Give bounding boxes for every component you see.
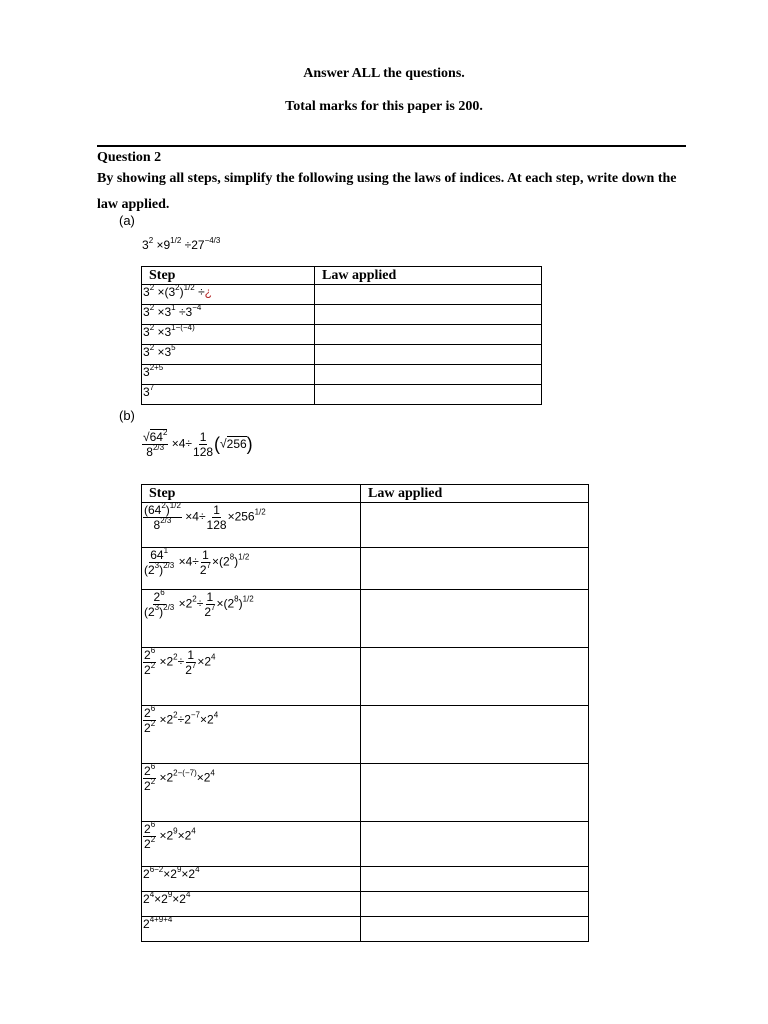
law-cell[interactable]: [315, 365, 542, 385]
step-cell: $2^{4+9+4}$: [142, 917, 361, 942]
law-cell[interactable]: [361, 867, 589, 892]
law-cell[interactable]: [315, 305, 542, 325]
step-cell: $3^2 \times 3^{1-(-4)}$: [142, 325, 315, 345]
step-cell: $3^{2+5}$: [142, 365, 315, 385]
question-title: Question 2: [97, 150, 162, 165]
law-cell[interactable]: [361, 548, 589, 590]
law-cell[interactable]: [361, 706, 589, 764]
step-cell: $3^2 \times(3^2)^{1/2}$ ÷¿: [142, 285, 315, 305]
law-header: Law applied: [315, 267, 542, 285]
law-cell[interactable]: [361, 822, 589, 867]
step-cell: $\frac{2^6}{(2^3)^{2/3}}$ $\times 2^2\div$ $\frac{1}{2^7}$ $\times(2^8)^{1/2}$: [142, 590, 361, 648]
total-marks-line: Total marks for this paper is 200.: [285, 99, 483, 114]
law-cell[interactable]: [315, 385, 542, 405]
step-header: Step: [142, 267, 315, 285]
divider: [97, 145, 686, 147]
law-header: Law applied: [361, 485, 589, 503]
law-cell[interactable]: [361, 764, 589, 822]
step-cell: $3^2 \times 3^5$: [142, 345, 315, 365]
part-b-expression: $\frac{√64^2}{8^{2/3}}$ ×4÷ $\frac{1}{128}$ (√256): [143, 428, 253, 459]
question-instruction: By showing all steps, simplify the following using the laws of indices. At each step, write down the law applied.: [97, 171, 677, 212]
law-cell[interactable]: [315, 325, 542, 345]
law-cell[interactable]: [361, 648, 589, 706]
part-b-label: (b): [119, 408, 135, 423]
law-cell[interactable]: [315, 285, 542, 305]
instructions-line: Answer ALL the questions.: [303, 66, 465, 81]
part-a-expression: $3^2 \times 9^{1/2} \div 27^{-4/3}$: [142, 236, 221, 252]
step-cell: $\frac{(64^2)^{1/2}}{8^{2/3}}$ ×4÷ $\frac{1}{128}$ $\times 256^{1/2}$: [142, 503, 361, 548]
step-cell: $2^{6-2}\times 2^9\times 2^4$: [142, 867, 361, 892]
step-cell: $\frac{2^6}{2^2}$ $\times 2^9\times 2^4$: [142, 822, 361, 867]
step-cell: $\frac{2^6}{2^2}$ $\times 2^{2-(-7)}\times 2^4$: [142, 764, 361, 822]
law-cell[interactable]: [361, 917, 589, 942]
step-header: Step: [142, 485, 361, 503]
part-a-table: [141, 266, 542, 405]
law-cell[interactable]: [361, 590, 589, 648]
part-a-label: (a): [119, 213, 135, 228]
law-cell[interactable]: [361, 892, 589, 917]
law-cell[interactable]: [361, 503, 589, 548]
step-cell: $\frac{64^1}{(2^3)^{2/3}}$ ×4÷ $\frac{1}{2^7}$ $\times(2^8)^{1/2}$: [142, 548, 361, 590]
step-cell: $3^2 \times 3^1 \div 3^{-4}$: [142, 305, 315, 325]
step-cell: $\frac{2^6}{2^2}$ $\times 2^2\div$ $\frac{1}{2^7}$ $\times 2^4$: [142, 648, 361, 706]
step-cell: $\frac{2^6}{2^2}$ $\times 2^2\div 2^{-7}\times 2^4$: [142, 706, 361, 764]
step-cell: $3^7$: [142, 385, 315, 405]
step-cell: $2^4\times 2^9\times 2^4$: [142, 892, 361, 917]
law-cell[interactable]: [315, 345, 542, 365]
part-b-table: [141, 484, 589, 942]
